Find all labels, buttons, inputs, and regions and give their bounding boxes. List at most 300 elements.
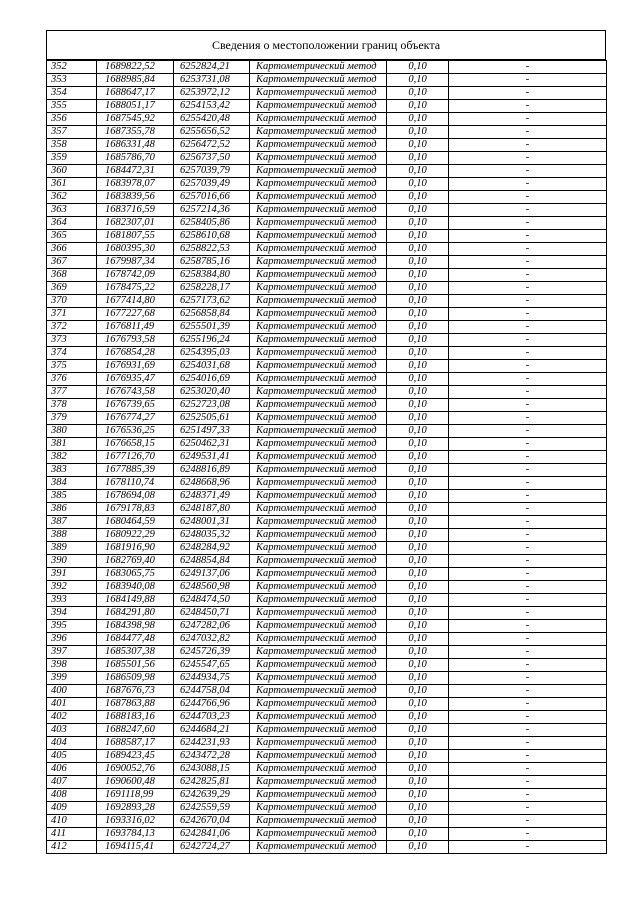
- accuracy-cell: 0,10: [387, 373, 449, 386]
- table-row: [47, 516, 607, 529]
- y-coordinate-cell: 6244766,96: [174, 698, 250, 711]
- accuracy-cell: 0,10: [387, 282, 449, 295]
- y-coordinate-cell: 6257173,62: [174, 295, 250, 308]
- table-row: [47, 464, 607, 477]
- point-number-cell: 411: [47, 828, 97, 841]
- note-cell: -: [449, 451, 607, 464]
- y-coordinate-cell: 6258228,17: [174, 282, 250, 295]
- note-cell: -: [449, 698, 607, 711]
- note-cell: -: [449, 74, 607, 87]
- accuracy-cell: 0,10: [387, 828, 449, 841]
- method-cell: Картометрический метод: [250, 412, 387, 425]
- accuracy-cell: 0,10: [387, 191, 449, 204]
- x-coordinate-cell: 1680395,30: [97, 243, 174, 256]
- x-coordinate-cell: 1684477,48: [97, 633, 174, 646]
- method-cell: Картометрический метод: [250, 256, 387, 269]
- accuracy-cell: 0,10: [387, 100, 449, 113]
- point-number-cell: 402: [47, 711, 97, 724]
- y-coordinate-cell: 6257039,49: [174, 178, 250, 191]
- point-number-cell: 392: [47, 581, 97, 594]
- x-coordinate-cell: 1687545,92: [97, 113, 174, 126]
- point-number-cell: 352: [47, 61, 97, 74]
- accuracy-cell: 0,10: [387, 516, 449, 529]
- point-number-cell: 383: [47, 464, 97, 477]
- table-row: [47, 113, 607, 126]
- accuracy-cell: 0,10: [387, 321, 449, 334]
- table-row: [47, 438, 607, 451]
- note-cell: -: [449, 685, 607, 698]
- y-coordinate-cell: 6255501,39: [174, 321, 250, 334]
- accuracy-cell: 0,10: [387, 204, 449, 217]
- accuracy-cell: 0,10: [387, 750, 449, 763]
- point-number-cell: 404: [47, 737, 97, 750]
- accuracy-cell: 0,10: [387, 529, 449, 542]
- method-cell: Картометрический метод: [250, 477, 387, 490]
- x-coordinate-cell: 1690600,48: [97, 776, 174, 789]
- table-title: Сведения о местоположении границ объекта: [46, 30, 606, 60]
- table-row: [47, 152, 607, 165]
- accuracy-cell: 0,10: [387, 243, 449, 256]
- point-number-cell: 376: [47, 373, 97, 386]
- table-row: [47, 503, 607, 516]
- table-row: [47, 360, 607, 373]
- table-row: [47, 269, 607, 282]
- note-cell: -: [449, 360, 607, 373]
- y-coordinate-cell: 6255420,48: [174, 113, 250, 126]
- point-number-cell: 380: [47, 425, 97, 438]
- method-cell: Картометрический метод: [250, 74, 387, 87]
- table-row: [47, 620, 607, 633]
- note-cell: -: [449, 191, 607, 204]
- accuracy-cell: 0,10: [387, 74, 449, 87]
- table-row: [47, 828, 607, 841]
- x-coordinate-cell: 1686509,98: [97, 672, 174, 685]
- table-row: [47, 841, 607, 854]
- x-coordinate-cell: 1690052,76: [97, 763, 174, 776]
- y-coordinate-cell: 6252824,21: [174, 61, 250, 74]
- accuracy-cell: 0,10: [387, 698, 449, 711]
- x-coordinate-cell: 1687863,88: [97, 698, 174, 711]
- accuracy-cell: 0,10: [387, 711, 449, 724]
- point-number-cell: 361: [47, 178, 97, 191]
- point-number-cell: 397: [47, 646, 97, 659]
- method-cell: Картометрический метод: [250, 607, 387, 620]
- accuracy-cell: 0,10: [387, 438, 449, 451]
- method-cell: Картометрический метод: [250, 438, 387, 451]
- table-row: [47, 204, 607, 217]
- accuracy-cell: 0,10: [387, 542, 449, 555]
- x-coordinate-cell: 1685307,38: [97, 646, 174, 659]
- point-number-cell: 381: [47, 438, 97, 451]
- point-number-cell: 387: [47, 516, 97, 529]
- y-coordinate-cell: 6242670,04: [174, 815, 250, 828]
- y-coordinate-cell: 6248371,49: [174, 490, 250, 503]
- accuracy-cell: 0,10: [387, 594, 449, 607]
- point-number-cell: 356: [47, 113, 97, 126]
- x-coordinate-cell: 1676811,49: [97, 321, 174, 334]
- y-coordinate-cell: 6248187,80: [174, 503, 250, 516]
- point-number-cell: 409: [47, 802, 97, 815]
- accuracy-cell: 0,10: [387, 620, 449, 633]
- method-cell: Картометрический метод: [250, 87, 387, 100]
- accuracy-cell: 0,10: [387, 295, 449, 308]
- point-number-cell: 377: [47, 386, 97, 399]
- accuracy-cell: 0,10: [387, 126, 449, 139]
- y-coordinate-cell: 6254016,69: [174, 373, 250, 386]
- method-cell: Картометрический метод: [250, 685, 387, 698]
- accuracy-cell: 0,10: [387, 815, 449, 828]
- x-coordinate-cell: 1682769,40: [97, 555, 174, 568]
- accuracy-cell: 0,10: [387, 399, 449, 412]
- y-coordinate-cell: 6249137,06: [174, 568, 250, 581]
- table-row: [47, 74, 607, 87]
- y-coordinate-cell: 6247282,06: [174, 620, 250, 633]
- x-coordinate-cell: 1676658,15: [97, 438, 174, 451]
- point-number-cell: 369: [47, 282, 97, 295]
- note-cell: -: [449, 178, 607, 191]
- y-coordinate-cell: 6242559,59: [174, 802, 250, 815]
- y-coordinate-cell: 6254031,68: [174, 360, 250, 373]
- method-cell: Картометрический метод: [250, 126, 387, 139]
- method-cell: Картометрический метод: [250, 113, 387, 126]
- method-cell: Картометрический метод: [250, 139, 387, 152]
- method-cell: Картометрический метод: [250, 334, 387, 347]
- note-cell: -: [449, 555, 607, 568]
- table-row: [47, 165, 607, 178]
- x-coordinate-cell: 1693784,13: [97, 828, 174, 841]
- y-coordinate-cell: 6258785,16: [174, 256, 250, 269]
- table-row: [47, 529, 607, 542]
- method-cell: Картометрический метод: [250, 269, 387, 282]
- x-coordinate-cell: 1688051,17: [97, 100, 174, 113]
- x-coordinate-cell: 1678742,09: [97, 269, 174, 282]
- table-row: [47, 633, 607, 646]
- accuracy-cell: 0,10: [387, 737, 449, 750]
- note-cell: -: [449, 633, 607, 646]
- point-number-cell: 396: [47, 633, 97, 646]
- method-cell: Картометрический метод: [250, 230, 387, 243]
- y-coordinate-cell: 6256472,52: [174, 139, 250, 152]
- method-cell: Картометрический метод: [250, 776, 387, 789]
- point-number-cell: 391: [47, 568, 97, 581]
- method-cell: Картометрический метод: [250, 646, 387, 659]
- y-coordinate-cell: 6242841,06: [174, 828, 250, 841]
- table-row: [47, 646, 607, 659]
- accuracy-cell: 0,10: [387, 568, 449, 581]
- table-row: [47, 256, 607, 269]
- point-number-cell: 375: [47, 360, 97, 373]
- accuracy-cell: 0,10: [387, 477, 449, 490]
- accuracy-cell: 0,10: [387, 347, 449, 360]
- table-row: [47, 542, 607, 555]
- table-row: [47, 282, 607, 295]
- x-coordinate-cell: 1684472,31: [97, 165, 174, 178]
- note-cell: -: [449, 828, 607, 841]
- note-cell: -: [449, 659, 607, 672]
- accuracy-cell: 0,10: [387, 464, 449, 477]
- x-coordinate-cell: 1677227,68: [97, 308, 174, 321]
- note-cell: -: [449, 321, 607, 334]
- x-coordinate-cell: 1688647,17: [97, 87, 174, 100]
- y-coordinate-cell: 6252505,61: [174, 412, 250, 425]
- y-coordinate-cell: 6248474,50: [174, 594, 250, 607]
- x-coordinate-cell: 1679987,34: [97, 256, 174, 269]
- method-cell: Картометрический метод: [250, 360, 387, 373]
- note-cell: -: [449, 399, 607, 412]
- point-number-cell: 374: [47, 347, 97, 360]
- point-number-cell: 359: [47, 152, 97, 165]
- note-cell: -: [449, 386, 607, 399]
- x-coordinate-cell: 1683839,56: [97, 191, 174, 204]
- accuracy-cell: 0,10: [387, 61, 449, 74]
- x-coordinate-cell: 1676743,58: [97, 386, 174, 399]
- point-number-cell: 398: [47, 659, 97, 672]
- accuracy-cell: 0,10: [387, 165, 449, 178]
- note-cell: -: [449, 61, 607, 74]
- table-row: [47, 178, 607, 191]
- note-cell: -: [449, 724, 607, 737]
- note-cell: -: [449, 750, 607, 763]
- y-coordinate-cell: 6248450,71: [174, 607, 250, 620]
- table-row: [47, 737, 607, 750]
- table-row: [47, 230, 607, 243]
- method-cell: Картометрический метод: [250, 451, 387, 464]
- note-cell: -: [449, 87, 607, 100]
- point-number-cell: 393: [47, 594, 97, 607]
- note-cell: -: [449, 243, 607, 256]
- table-row: [47, 243, 607, 256]
- point-number-cell: 388: [47, 529, 97, 542]
- x-coordinate-cell: 1678694,08: [97, 490, 174, 503]
- x-coordinate-cell: 1691118,99: [97, 789, 174, 802]
- note-cell: -: [449, 542, 607, 555]
- method-cell: Картометрический метод: [250, 100, 387, 113]
- x-coordinate-cell: 1680464,59: [97, 516, 174, 529]
- x-coordinate-cell: 1693316,02: [97, 815, 174, 828]
- method-cell: Картометрический метод: [250, 711, 387, 724]
- point-number-cell: 378: [47, 399, 97, 412]
- method-cell: Картометрический метод: [250, 841, 387, 854]
- note-cell: -: [449, 256, 607, 269]
- x-coordinate-cell: 1689423,45: [97, 750, 174, 763]
- table-row: [47, 711, 607, 724]
- method-cell: Картометрический метод: [250, 152, 387, 165]
- accuracy-cell: 0,10: [387, 425, 449, 438]
- x-coordinate-cell: 1694115,41: [97, 841, 174, 854]
- note-cell: -: [449, 568, 607, 581]
- y-coordinate-cell: 6256737,50: [174, 152, 250, 165]
- method-cell: Картометрический метод: [250, 490, 387, 503]
- table-row: [47, 672, 607, 685]
- accuracy-cell: 0,10: [387, 802, 449, 815]
- accuracy-cell: 0,10: [387, 789, 449, 802]
- coordinates-table-body: [47, 61, 607, 854]
- accuracy-cell: 0,10: [387, 763, 449, 776]
- accuracy-cell: 0,10: [387, 646, 449, 659]
- note-cell: -: [449, 477, 607, 490]
- x-coordinate-cell: 1688247,60: [97, 724, 174, 737]
- x-coordinate-cell: 1677126,70: [97, 451, 174, 464]
- point-number-cell: 408: [47, 789, 97, 802]
- method-cell: Картометрический метод: [250, 282, 387, 295]
- point-number-cell: 379: [47, 412, 97, 425]
- note-cell: -: [449, 282, 607, 295]
- method-cell: Картометрический метод: [250, 737, 387, 750]
- point-number-cell: 363: [47, 204, 97, 217]
- table-row: [47, 802, 607, 815]
- x-coordinate-cell: 1678475,22: [97, 282, 174, 295]
- x-coordinate-cell: 1684291,80: [97, 607, 174, 620]
- y-coordinate-cell: 6248284,92: [174, 542, 250, 555]
- x-coordinate-cell: 1686331,48: [97, 139, 174, 152]
- note-cell: -: [449, 425, 607, 438]
- note-cell: -: [449, 230, 607, 243]
- table-row: [47, 334, 607, 347]
- y-coordinate-cell: 6248001,31: [174, 516, 250, 529]
- table-row: [47, 698, 607, 711]
- table-row: [47, 373, 607, 386]
- x-coordinate-cell: 1688183,16: [97, 711, 174, 724]
- x-coordinate-cell: 1684149,88: [97, 594, 174, 607]
- table-row: [47, 295, 607, 308]
- accuracy-cell: 0,10: [387, 659, 449, 672]
- x-coordinate-cell: 1677885,39: [97, 464, 174, 477]
- note-cell: -: [449, 412, 607, 425]
- x-coordinate-cell: 1678110,74: [97, 477, 174, 490]
- note-cell: -: [449, 646, 607, 659]
- y-coordinate-cell: 6257214,36: [174, 204, 250, 217]
- method-cell: Картометрический метод: [250, 659, 387, 672]
- method-cell: Картометрический метод: [250, 802, 387, 815]
- method-cell: Картометрический метод: [250, 594, 387, 607]
- point-number-cell: 385: [47, 490, 97, 503]
- x-coordinate-cell: 1677414,80: [97, 295, 174, 308]
- note-cell: -: [449, 737, 607, 750]
- y-coordinate-cell: 6243088,15: [174, 763, 250, 776]
- method-cell: Картометрический метод: [250, 568, 387, 581]
- note-cell: -: [449, 464, 607, 477]
- table-row: [47, 191, 607, 204]
- y-coordinate-cell: 6244684,21: [174, 724, 250, 737]
- accuracy-cell: 0,10: [387, 139, 449, 152]
- table-row: [47, 555, 607, 568]
- y-coordinate-cell: 6256858,84: [174, 308, 250, 321]
- point-number-cell: 355: [47, 100, 97, 113]
- point-number-cell: 372: [47, 321, 97, 334]
- table-row: [47, 425, 607, 438]
- note-cell: -: [449, 295, 607, 308]
- y-coordinate-cell: 6255196,24: [174, 334, 250, 347]
- table-row: [47, 87, 607, 100]
- accuracy-cell: 0,10: [387, 334, 449, 347]
- point-number-cell: 371: [47, 308, 97, 321]
- x-coordinate-cell: 1683065,75: [97, 568, 174, 581]
- x-coordinate-cell: 1685786,70: [97, 152, 174, 165]
- point-number-cell: 406: [47, 763, 97, 776]
- method-cell: Картометрический метод: [250, 308, 387, 321]
- x-coordinate-cell: 1692893,28: [97, 802, 174, 815]
- method-cell: Картометрический метод: [250, 672, 387, 685]
- y-coordinate-cell: 6242639,29: [174, 789, 250, 802]
- point-number-cell: 407: [47, 776, 97, 789]
- accuracy-cell: 0,10: [387, 503, 449, 516]
- y-coordinate-cell: 6245547,65: [174, 659, 250, 672]
- method-cell: Картометрический метод: [250, 555, 387, 568]
- y-coordinate-cell: 6248035,32: [174, 529, 250, 542]
- note-cell: -: [449, 165, 607, 178]
- x-coordinate-cell: 1689822,52: [97, 61, 174, 74]
- y-coordinate-cell: 6250462,31: [174, 438, 250, 451]
- accuracy-cell: 0,10: [387, 451, 449, 464]
- y-coordinate-cell: 6248560,98: [174, 581, 250, 594]
- y-coordinate-cell: 6254153,42: [174, 100, 250, 113]
- accuracy-cell: 0,10: [387, 776, 449, 789]
- table-row: [47, 776, 607, 789]
- method-cell: Картометрический метод: [250, 698, 387, 711]
- table-row: [47, 477, 607, 490]
- y-coordinate-cell: 6255656,52: [174, 126, 250, 139]
- x-coordinate-cell: 1676739,65: [97, 399, 174, 412]
- x-coordinate-cell: 1676935,47: [97, 373, 174, 386]
- method-cell: Картометрический метод: [250, 464, 387, 477]
- x-coordinate-cell: 1683716,59: [97, 204, 174, 217]
- x-coordinate-cell: 1684398,98: [97, 620, 174, 633]
- x-coordinate-cell: 1685501,56: [97, 659, 174, 672]
- y-coordinate-cell: 6257039,79: [174, 165, 250, 178]
- note-cell: -: [449, 607, 607, 620]
- method-cell: Картометрический метод: [250, 347, 387, 360]
- method-cell: Картометрический метод: [250, 503, 387, 516]
- table-row: [47, 412, 607, 425]
- accuracy-cell: 0,10: [387, 178, 449, 191]
- accuracy-cell: 0,10: [387, 256, 449, 269]
- x-coordinate-cell: 1687676,73: [97, 685, 174, 698]
- table-row: [47, 750, 607, 763]
- method-cell: Картометрический метод: [250, 321, 387, 334]
- table-row: [47, 308, 607, 321]
- accuracy-cell: 0,10: [387, 113, 449, 126]
- note-cell: -: [449, 334, 607, 347]
- point-number-cell: 386: [47, 503, 97, 516]
- method-cell: Картометрический метод: [250, 217, 387, 230]
- point-number-cell: 357: [47, 126, 97, 139]
- table-row: [47, 607, 607, 620]
- method-cell: Картометрический метод: [250, 165, 387, 178]
- note-cell: -: [449, 490, 607, 503]
- table-row: [47, 451, 607, 464]
- note-cell: -: [449, 152, 607, 165]
- y-coordinate-cell: 6244703,23: [174, 711, 250, 724]
- table-row: [47, 347, 607, 360]
- method-cell: Картометрический метод: [250, 425, 387, 438]
- x-coordinate-cell: 1683978,07: [97, 178, 174, 191]
- y-coordinate-cell: 6242825,81: [174, 776, 250, 789]
- accuracy-cell: 0,10: [387, 672, 449, 685]
- y-coordinate-cell: 6258384,80: [174, 269, 250, 282]
- point-number-cell: 367: [47, 256, 97, 269]
- table-row: [47, 581, 607, 594]
- boundary-sheet: [46, 30, 606, 854]
- note-cell: -: [449, 269, 607, 282]
- table-row: [47, 594, 607, 607]
- y-coordinate-cell: 6258610,68: [174, 230, 250, 243]
- point-number-cell: 389: [47, 542, 97, 555]
- point-number-cell: 394: [47, 607, 97, 620]
- note-cell: -: [449, 789, 607, 802]
- table-row: [47, 399, 607, 412]
- y-coordinate-cell: 6258405,86: [174, 217, 250, 230]
- y-coordinate-cell: 6257016,66: [174, 191, 250, 204]
